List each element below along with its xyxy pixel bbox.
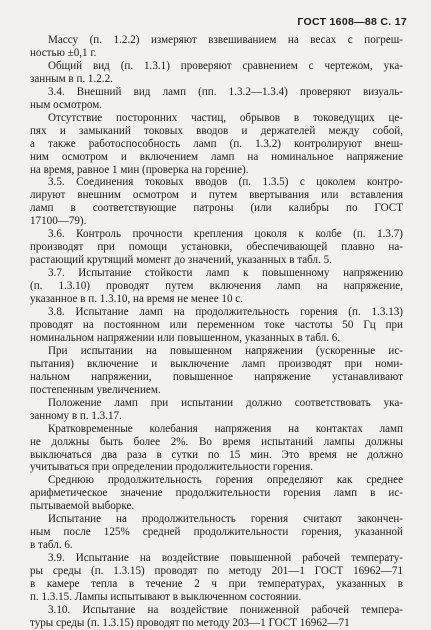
- text-line: п. 1.3.15. Лампы испытывают в выключенном состоянии.: [30, 590, 302, 603]
- paragraph: [30, 228, 403, 267]
- text-line: ним осмотром и включением ламп на номинальное напряжение: [30, 150, 403, 163]
- paragraph: [30, 513, 403, 552]
- text-line: лируют внешним осмотром и путем ввертывания или вставления: [30, 189, 403, 202]
- text-line: постепенным увеличением.: [30, 383, 161, 396]
- text-line: нальном напряжении, повышенное напряжение устанавливают: [30, 370, 403, 383]
- text-line: пытания) включение и выключение ламп производят при номи-: [30, 357, 403, 370]
- paragraph: [30, 397, 403, 423]
- text-line: ным после 125% средней продолжительности горения, указанной: [30, 526, 403, 539]
- text-line: производят при помощи установки, обеспечивающей плавно на-: [30, 241, 403, 254]
- text-line: на время, равное 1 мин (проверка на горение).: [30, 163, 249, 176]
- text-line: ностью ±0,1 г.: [30, 46, 97, 59]
- text-line: Кратковременные колебания напряжения на контактах ламп: [48, 422, 403, 435]
- paragraph: [30, 604, 403, 630]
- text-line: Среднюю продолжительность горения определяют как среднее: [48, 474, 403, 487]
- text-line: в табл. 6.: [30, 539, 73, 552]
- paragraph: [30, 306, 403, 345]
- text-line: указанное в п. 1.3.10, на время не менее 10 с.: [30, 293, 243, 306]
- text-line: туры среды (п. 1.3.15) проводят по методу 203—1 ГОСТ 16962—71: [30, 616, 350, 629]
- paragraph: [30, 112, 403, 177]
- text-line: номинальном напряжении или повышенном, указанных в табл. 6.: [30, 331, 341, 344]
- paragraph: [30, 474, 403, 513]
- text-line: пытываемой выборке.: [30, 500, 135, 513]
- page-header: ГОСТ 1608—88 С. 17: [297, 16, 407, 28]
- text-line: 3.8. Испытание ламп на продолжительность горения (п. 1.3.13): [48, 306, 403, 319]
- paragraph: [30, 176, 403, 228]
- text-line: занным в п. 1.2.2.: [30, 72, 113, 85]
- text-line: (п. 1.3.10) проводят путем включения ламп на напряжение,: [30, 280, 403, 293]
- paragraph: [30, 345, 403, 397]
- text-line: Общий вид (п. 1.3.1) проверяют сравнением с чертежом, ука-: [48, 59, 403, 72]
- text-line: 3.9. Испытание на воздействие повышенной рабочей температу-: [48, 552, 403, 565]
- paragraph: [30, 60, 403, 86]
- text-line: 3.5. Соединения токовых вводов (п. 1.3.5) с цоколем контро-: [48, 176, 403, 189]
- text-line: ры среды (п. 1.3.15) проводят по методу 201—1 ГОСТ 16962—71: [30, 565, 403, 578]
- text-line: 3.10. Испытание на воздействие пониженной рабочей темпера-: [48, 603, 403, 616]
- text-line: ламп в соответствующие патроны (или калибры по ГОСТ: [30, 202, 403, 215]
- text-line: Испытание на продолжительность горения считают закончен-: [48, 513, 403, 526]
- body-text: [30, 34, 403, 630]
- text-line: выключаться два раза в сутки по 15 мин. Это время не должно: [30, 448, 403, 461]
- text-line: проводят на постоянном или переменном токе частоты 50 Гц при: [30, 318, 403, 331]
- text-line: Положение ламп при испытании должно соответствовать ука-: [48, 396, 403, 409]
- text-line: 3.7. Испытание стойкости ламп к повышенному напряжению: [48, 267, 403, 280]
- text-line: учитываться при определении продолжительности горения.: [30, 461, 313, 474]
- text-line: 3.6. Контроль прочности крепления цоколя к колбе (п. 1.3.7): [48, 228, 403, 241]
- text-line: 3.4. Внешний вид ламп (пп. 1.3.2—1.3.4) проверяют визуаль-: [48, 85, 403, 98]
- paragraph: [30, 267, 403, 306]
- text-line: не должны быть более 2%. Во время испытаний лампы должны: [30, 435, 403, 448]
- text-line: в камере тепла в течение 2 ч при температурах, указанных в: [30, 578, 403, 591]
- text-line: занному в п. 1.3.17.: [30, 409, 122, 422]
- paragraph: [30, 34, 403, 60]
- text-line: 17100—79).: [30, 215, 87, 228]
- text-line: ным осмотром.: [30, 98, 103, 111]
- text-line: При испытании на повышенном напряжении (ускоренные ис-: [48, 344, 403, 357]
- paragraph: [30, 423, 403, 475]
- text-line: арифметическое значение продолжительности горения ламп в ис-: [30, 487, 403, 500]
- text-line: растающий крутящий момент до значений, указанных в табл. 5.: [30, 254, 332, 267]
- text-line: пях и замыканий токовых вводов и держателей между собой,: [30, 124, 403, 137]
- paragraph: [30, 86, 403, 112]
- text-line: Отсутствие посторонних частиц, обрывов в токоведущих це-: [48, 111, 403, 124]
- text-line: Массу (п. 1.2.2) измеряют взвешиванием на весах с погреш-: [48, 34, 403, 46]
- paragraph: [30, 552, 403, 604]
- text-line: а также работоспособность ламп (п. 1.3.2) контролируют внеш-: [30, 137, 403, 150]
